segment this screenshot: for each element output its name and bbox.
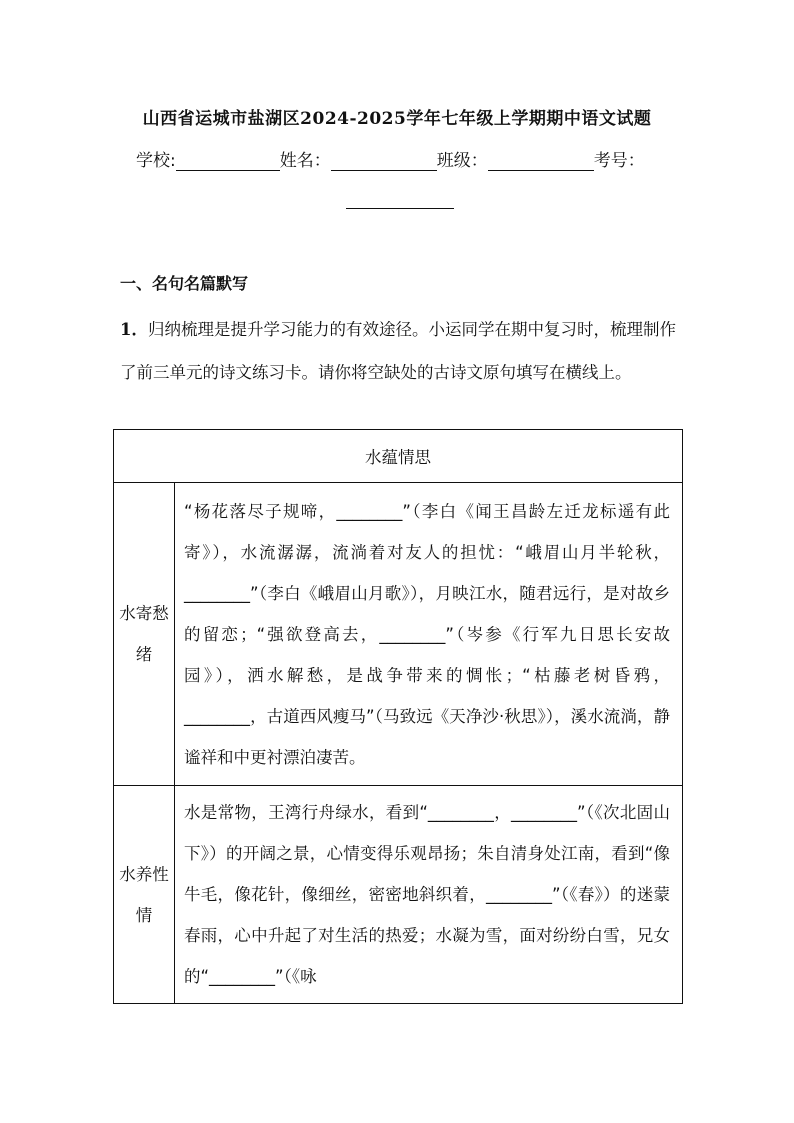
student-info-line <box>136 146 645 171</box>
class-label: 班级： <box>436 151 488 171</box>
exam-no-blank[interactable] <box>346 192 454 209</box>
school-label: 学校: <box>136 151 176 171</box>
question-text: 归纳梳理是提升学习能力的有效途径。小运同学在期中复习时，梳理制作了前三单元的诗文练习卡。请你将空缺处的古诗文原句填写在横线上。 <box>120 320 676 382</box>
practice-card-table <box>113 429 683 1004</box>
row-label: 水养性情 <box>114 786 175 1004</box>
row-content: 水是常物，王湾行舟绿水，看到“________，________”（《次北固山下》）的开阔之景，心情变得乐观昂扬；朱自清身处江南，看到“像牛毛，像花针，像细丝，密密地斜织着，________”（《春》）的迷蒙春雨，心中升起了对生活的热爱；水凝为雪，面对纷纷白雪，兄女的“________”（《咏 <box>175 786 683 1004</box>
school-blank[interactable] <box>176 152 280 171</box>
class-blank[interactable] <box>488 152 594 171</box>
name-blank[interactable] <box>331 152 437 171</box>
table-header: 水蕴情思 <box>114 430 683 483</box>
page-title: 山西省运城市盐湖区2024-2025学年七年级上学期期中语文试题 <box>142 109 652 129</box>
table-row <box>114 786 683 1004</box>
row-content: “杨花落尽子规啼，________”（李白《闻王昌龄左迁龙标遥有此寄》），水流潺潺，流淌着对友人的担忧：“峨眉山月半轮秋，________”（李白《峨眉山月歌》），月映江水，随君远行，是对故乡的留恋；“强欲登高去，________”（岑参《行军九日思长安故园》），洒水解愁，是战争带来的惆怅；“枯藤老树昏鸦，________，古道西风瘦马”（马致远《天净沙·秋思》），溪水流淌，静谧祥和中更衬漂泊凄苦。 <box>175 483 683 786</box>
question-number: 1． <box>120 320 148 339</box>
table-row <box>114 483 683 786</box>
section-heading: 一、名句名篇默写 <box>120 274 249 293</box>
name-label: 姓名： <box>279 151 331 171</box>
exam-no-label: 考号： <box>593 151 645 171</box>
question-1 <box>120 308 685 394</box>
row-label: 水寄愁绪 <box>114 483 175 786</box>
